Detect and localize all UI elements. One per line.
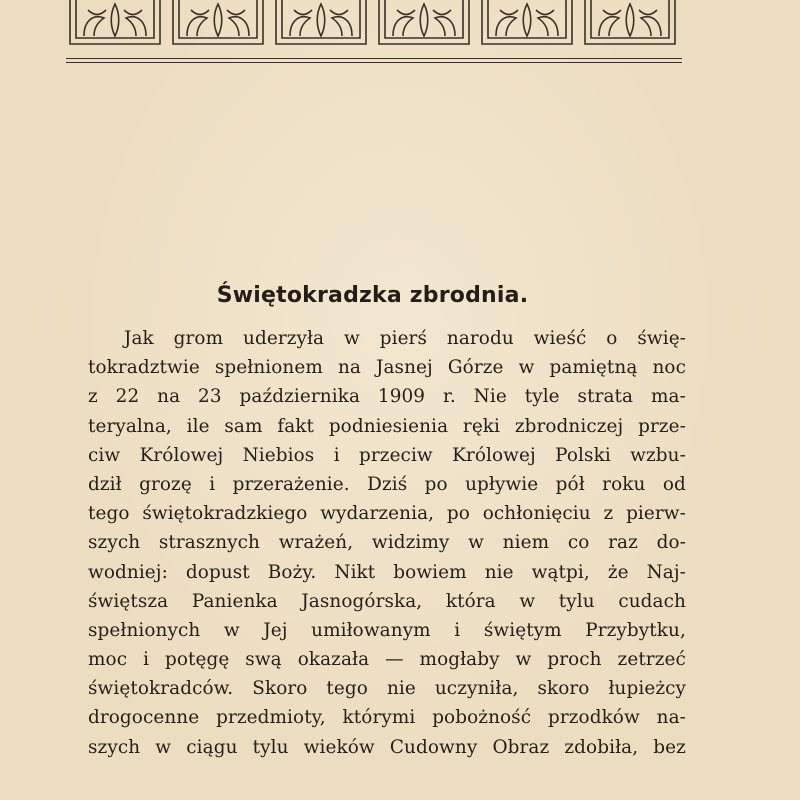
text-line: moc i potęgę swą okazała — mogłaby w proch zetrzeć [88, 649, 686, 671]
text-line: teryalna, ile sam fakt podniesienia ręki zbrodniczej prze- [88, 415, 686, 437]
text-line: szych strasznych wrażeń, widzimy w niem co raz do- [88, 532, 686, 554]
text-line: Jak grom uderzyła w pierś narodu wieść o świę- [124, 328, 686, 349]
text-line: świętsza Panienka Jasnogórska, która w tylu cudach [88, 590, 686, 612]
body-text [88, 324, 686, 762]
text-line: z 22 na 23 października 1909 r. Nie tyle strata ma- [88, 386, 686, 408]
text-line: dził grozę i przerażenie. Dziś po upływie pół roku od [88, 473, 686, 495]
text-line: świętokradców. Skoro tego nie uczyniła, skoro łupieżcy [88, 678, 686, 700]
text-line: drogocenne przedmioty, którymi pobożność przodków na- [88, 707, 686, 729]
text-line: ciw Królowej Niebios i przeciw Królowej Polski wzbu- [88, 444, 686, 466]
text-line: szych w ciągu tylu wieków Cudowny Obraz zdobiła, bez [88, 736, 686, 758]
chapter-title: Świętokradzka zbrodnia. [216, 283, 529, 308]
text-line: tego świętokradzkiego wydarzenia, po ochłonięciu z pierw- [88, 503, 686, 525]
header-rule-bottom [66, 62, 682, 63]
text-line: spełnionych w Jej umiłowanym i świętym Przybytku, [88, 619, 686, 641]
decorative-header-ornament [64, 0, 684, 52]
text-line: wodniej: dopust Boży. Nikt bowiem nie wątpi, że Naj- [88, 561, 686, 583]
text-line: tokradztwie spełnionem na Jasnej Górze w pamiętną noc [88, 357, 686, 379]
header-rule-top [66, 58, 682, 59]
